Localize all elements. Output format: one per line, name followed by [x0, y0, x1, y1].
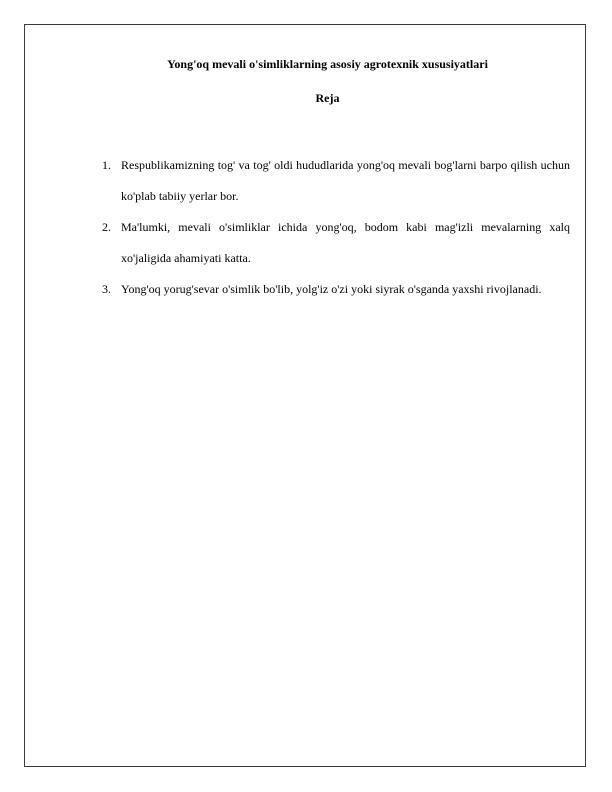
plan-item-2 [102, 212, 570, 274]
item-text: Respublikamizning tog' va tog' oldi hududlarida yong'oq mevali bog'larni barpo qilish uchun ko'plab tabiiy yerlar bor. [121, 158, 570, 203]
document-title: Yong'oq mevali o'simliklarning asosiy agrotexnik xususiyatlari [167, 57, 488, 71]
page-border [24, 24, 586, 767]
item-number: 2. [102, 220, 111, 234]
plan-list [102, 150, 570, 305]
plan-item-1 [102, 150, 570, 212]
document-subtitle: Reja [315, 91, 340, 105]
plan-item-3 [102, 274, 570, 305]
item-number: 3. [102, 282, 111, 296]
item-number: 1. [102, 158, 111, 172]
item-text: Ma'lumki, mevali o'simliklar ichida yong'oq, bodom kabi mag'izli mevalarning xalq xo'jaligida ahamiyati katta. [121, 220, 570, 265]
item-text: Yong'oq yorug'sevar o'simlik bo'lib, yolg'iz o'zi yoki siyrak o'sganda yaxshi rivojlanadi. [121, 282, 542, 296]
